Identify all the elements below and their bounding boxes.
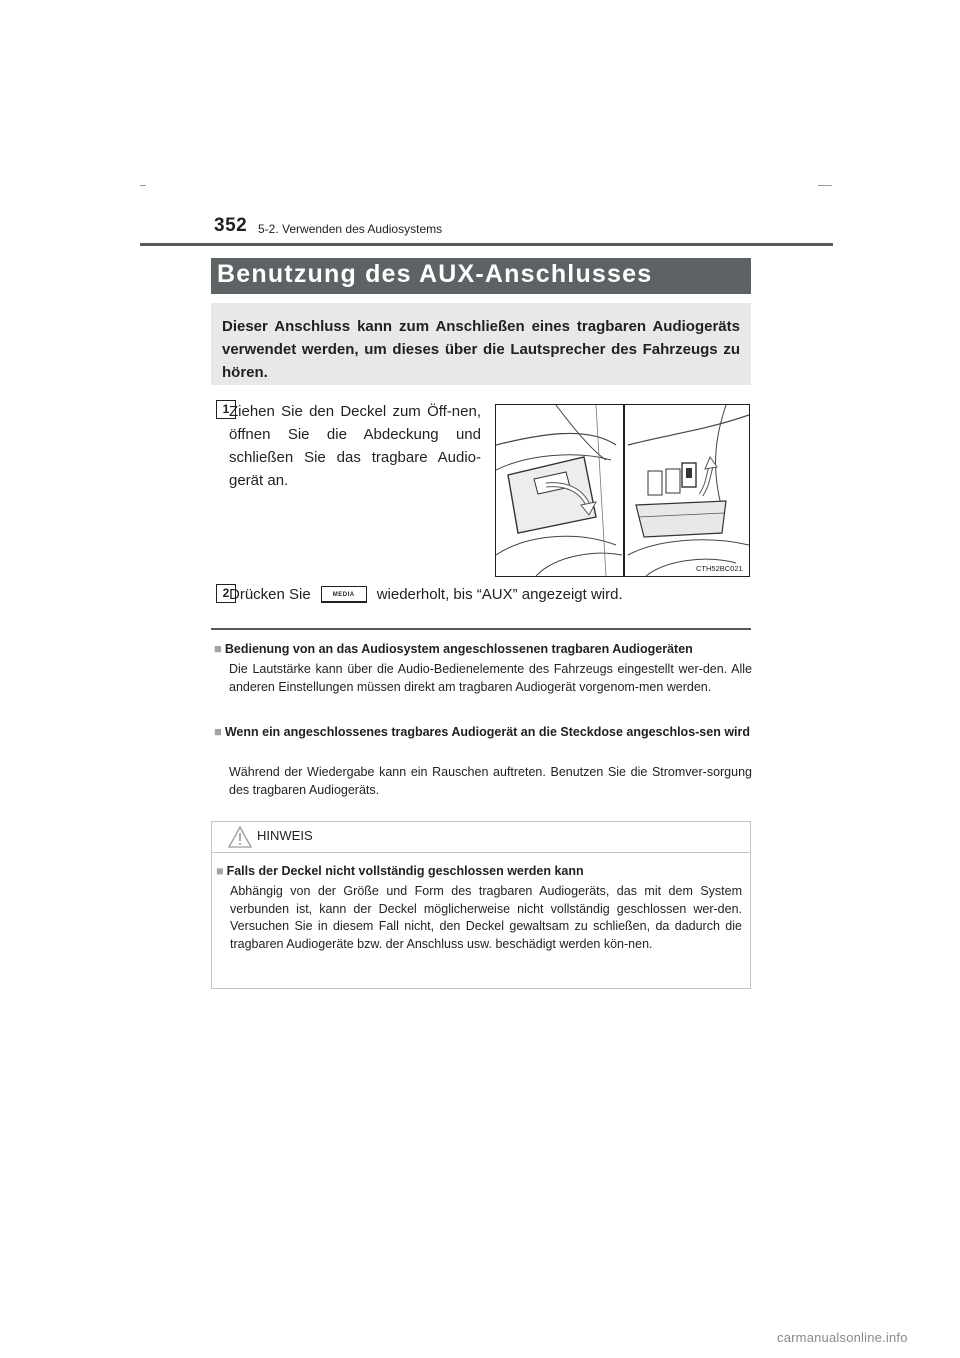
hinweis-heading-text: Falls der Deckel nicht vollständig geschlossen werden kann: [226, 864, 584, 878]
header-rule: [140, 243, 833, 246]
aux-port-drawing: [496, 405, 749, 576]
step-number-1: 1: [216, 400, 236, 419]
aux-port-illustration: [495, 404, 750, 577]
figure-caption: CTH52BC021: [696, 564, 743, 573]
note-1-body: Die Lautstärke kann über die Audio-Bedienelemente des Fahrzeugs eingestellt wer-den. Alle anderen Einstellungen müssen direkt am tragbaren Audiogerät vorgenom-men werden.: [229, 662, 752, 694]
hinweis-label: HINWEIS: [257, 828, 313, 843]
intro-box: [211, 303, 751, 385]
note-1-heading-text: Bedienung von an das Audiosystem angeschlossenen tragbaren Audiogeräten: [224, 642, 693, 656]
step-2-text-before: Drücken Sie: [229, 586, 311, 603]
notes-rule: [211, 628, 751, 630]
note-1-heading: [214, 640, 754, 658]
note-2-body: Während der Wiedergabe kann ein Rauschen auftreten. Benutzen Sie die Stromver-sorgung des tragbaren Audiogeräts.: [229, 765, 752, 797]
intro-text: Dieser Anschluss kann zum Anschließen eines tragbaren Audiogeräts verwendet werden, um dieses über die Lautsprecher des Fahrzeugs zu hören.: [222, 318, 740, 381]
bullet-square-icon: ■: [214, 641, 222, 656]
step-number-2: 2: [216, 584, 236, 603]
crop-mark-right: [818, 185, 832, 186]
step-2-row: [229, 583, 623, 606]
hinweis-header: [212, 822, 750, 853]
hinweis-body: Abhängig von der Größe und Form des tragbaren Audiogeräts, das mit dem System verbunden ist, kann der Deckel möglicherweise nicht vollständig geschlossen wer-den. Versuchen Sie in diesem Fall nicht, den Deckel gewaltsam zu schließen, da dadurch die tragbaren Audiogeräte bzw. der Anschluss usw. beschädigt werden kön-nen.: [230, 884, 742, 951]
note-2-heading-text: Wenn ein angeschlossenes tragbares Audiogerät an die Steckdose angeschlos-sen wird: [224, 725, 751, 739]
section-reference: 5-2. Verwenden des Audiosystems: [258, 222, 443, 236]
warning-triangle-icon: [228, 826, 252, 848]
hinweis-heading: [216, 864, 584, 878]
step-2-text-after: wiederholt, bis “AUX” angezeigt wird.: [376, 586, 623, 603]
page-number: 352: [214, 215, 248, 236]
title-bar: [211, 258, 751, 294]
watermark: carmanualsonline.info: [777, 1330, 908, 1345]
crop-mark-left: [140, 185, 146, 186]
page-title: Benutzung des AUX-Anschlusses: [217, 260, 653, 288]
step-1-text: Ziehen Sie den Deckel zum Öff-nen, öffnen Sie die Abdeckung und schließen Sie das tragbare Audio-gerät an.: [229, 403, 481, 489]
note-2-heading: [214, 723, 752, 741]
hinweis-box: [211, 821, 751, 989]
media-button-icon: MEDIA: [321, 586, 367, 603]
bullet-square-icon: ■: [214, 724, 222, 739]
bullet-square-icon: ■: [216, 864, 224, 878]
